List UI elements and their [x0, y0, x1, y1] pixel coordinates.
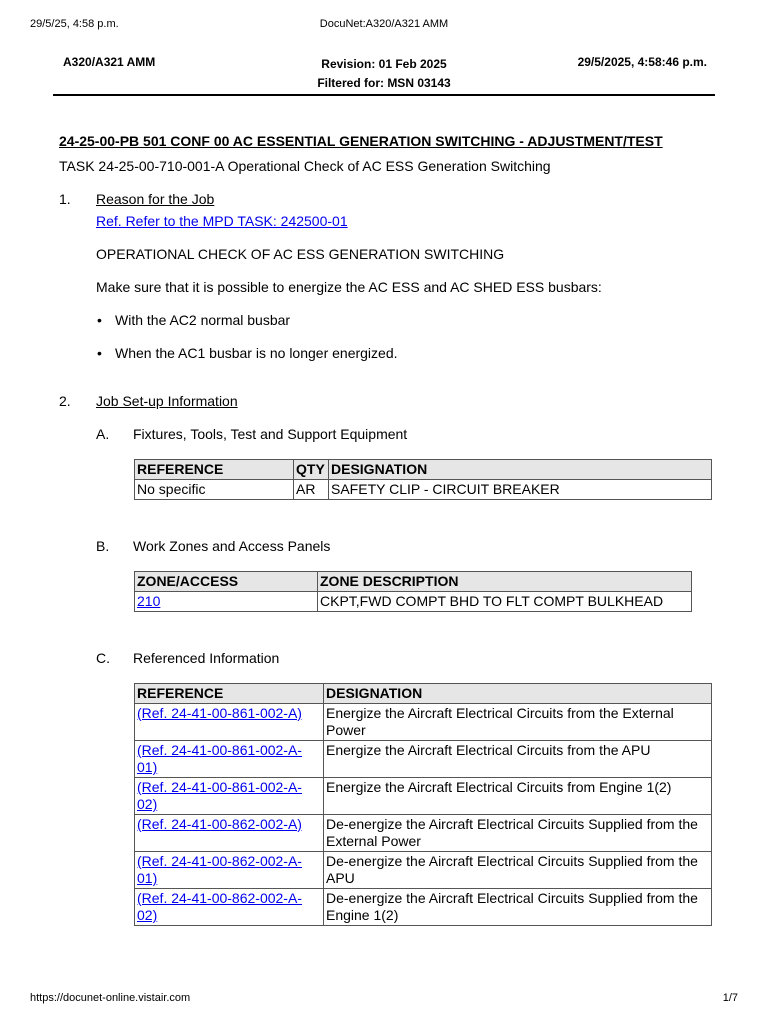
column-header: ZONE DESCRIPTION: [318, 572, 692, 592]
page-number: 1/7: [722, 992, 738, 1004]
table-row: [135, 815, 712, 852]
column-header: DESIGNATION: [324, 684, 712, 704]
print-datetime: 29/5/25, 4:58 p.m.: [30, 18, 119, 30]
table-row: [135, 852, 712, 889]
bullet-item: [97, 312, 290, 328]
column-header: DESIGNATION: [329, 460, 712, 480]
column-header: REFERENCE: [135, 684, 324, 704]
column-header: REFERENCE: [135, 460, 294, 480]
table-cell: AR: [294, 480, 329, 500]
footer-url: https://docunet-online.vistair.com: [30, 992, 191, 1004]
reference-link[interactable]: (Ref. 24-41-00-862-002-A-01): [137, 853, 302, 886]
column-header: QTY: [294, 460, 329, 480]
table-cell: De-energize the Aircraft Electrical Circuits Supplied from the Engine 1(2): [324, 889, 712, 926]
table-cell: De-energize the Aircraft Electrical Circuits Supplied from the APU: [324, 852, 712, 889]
bullet-symbol: •: [97, 312, 102, 328]
header-timestamp: 29/5/2025, 4:58:46 p.m.: [577, 55, 707, 69]
reference-link[interactable]: (Ref. 24-41-00-861-002-A-01): [137, 742, 302, 775]
table-cell: Energize the Aircraft Electrical Circuits from the APU: [324, 741, 712, 778]
bullet-text: When the AC1 busbar is no longer energized.: [115, 345, 398, 361]
table-cell: SAFETY CLIP - CIRCUIT BREAKER: [329, 480, 712, 500]
table-row: [135, 778, 712, 815]
subsection-a-heading: Fixtures, Tools, Test and Support Equipment: [133, 426, 408, 442]
table-cell: De-energize the Aircraft Electrical Circuits Supplied from the External Power: [324, 815, 712, 852]
bullet-item: [97, 345, 398, 361]
subsection-c-letter: C.: [96, 650, 110, 666]
subsection-c-heading: Referenced Information: [133, 650, 280, 666]
reference-link[interactable]: (Ref. 24-41-00-862-002-A-02): [137, 890, 302, 923]
table-row: [135, 704, 712, 741]
reference-link[interactable]: (Ref. 24-41-00-862-002-A): [137, 816, 302, 832]
table-row: [135, 889, 712, 926]
revision-label: Revision: 01 Feb 2025: [321, 57, 447, 71]
section-1-para-2: Make sure that it is possible to energize the AC ESS and AC SHED ESS busbars:: [96, 279, 602, 295]
task-title: TASK 24-25-00-710-001-A Operational Check of AC ESS Generation Switching: [59, 158, 551, 174]
mpd-task-link[interactable]: Ref. Refer to the MPD TASK: 242500-01: [96, 213, 348, 229]
table-header-row: [135, 572, 692, 592]
print-title: DocuNet:A320/A321 AMM: [319, 18, 449, 30]
work-zones-table: [134, 571, 692, 612]
table-cell: No specific: [135, 480, 294, 500]
section-1-heading: Reason for the Job: [96, 191, 215, 207]
section-2-number: 2.: [59, 393, 71, 409]
table-header-row: [135, 460, 712, 480]
manual-name: A320/A321 AMM: [63, 55, 156, 69]
section-2-heading: Job Set-up Information: [96, 393, 238, 409]
filter-label: Filtered for: MSN 03143: [317, 76, 451, 90]
section-1-number: 1.: [59, 191, 71, 207]
header-rule: [53, 94, 715, 96]
subsection-a-letter: A.: [96, 426, 110, 442]
reference-link[interactable]: (Ref. 24-41-00-861-002-A-02): [137, 779, 302, 812]
reference-link[interactable]: (Ref. 24-41-00-861-002-A): [137, 705, 302, 721]
bullet-symbol: •: [97, 345, 102, 361]
column-header: ZONE/ACCESS: [135, 572, 318, 592]
page-title: 24-25-00-PB 501 CONF 00 AC ESSENTIAL GENERATION SWITCHING - ADJUSTMENT/TEST: [59, 133, 663, 149]
table-cell: Energize the Aircraft Electrical Circuits from Engine 1(2): [324, 778, 712, 815]
subsection-b-letter: B.: [96, 538, 110, 554]
zone-link[interactable]: 210: [137, 593, 161, 609]
table-row: [135, 592, 692, 612]
table-cell: Energize the Aircraft Electrical Circuits from the External Power: [324, 704, 712, 741]
table-cell: CKPT,FWD COMPT BHD TO FLT COMPT BULKHEAD: [318, 592, 692, 612]
table-row: [135, 741, 712, 778]
table-row: [135, 480, 712, 500]
referenced-info-table: [134, 683, 712, 926]
equipment-table: [134, 459, 712, 500]
bullet-text: With the AC2 normal busbar: [115, 312, 291, 328]
subsection-b-heading: Work Zones and Access Panels: [133, 538, 331, 554]
section-1-para-1: OPERATIONAL CHECK OF AC ESS GENERATION SWITCHING: [96, 246, 505, 262]
table-header-row: [135, 684, 712, 704]
